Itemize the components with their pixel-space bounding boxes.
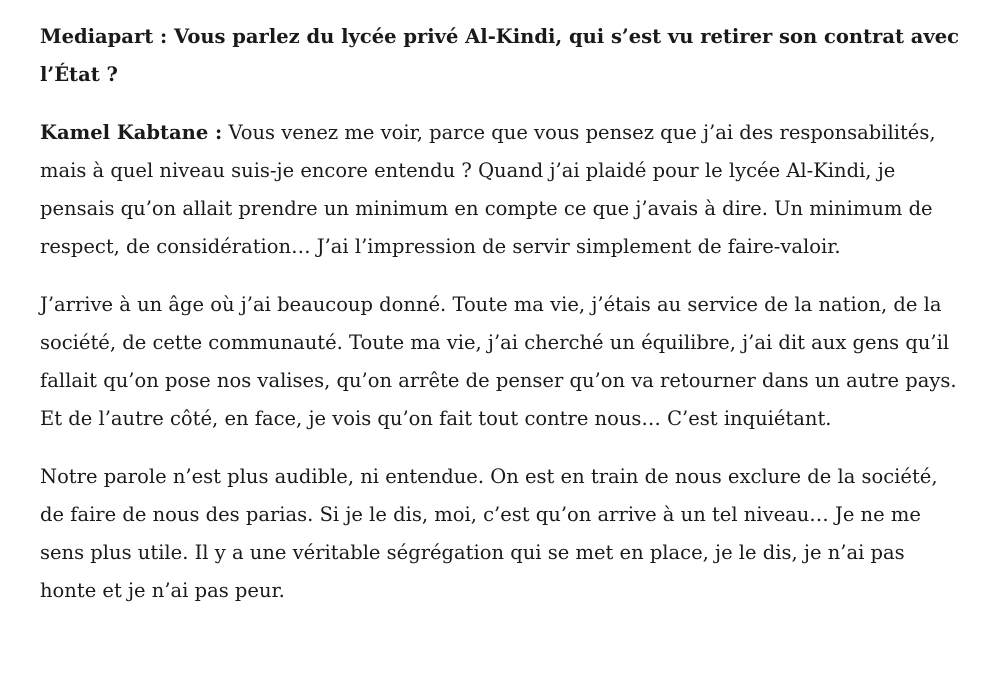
interview-answer xyxy=(40,114,960,266)
speaker-name: Kamel Kabtane : xyxy=(40,121,223,144)
article-paragraph: J’arrive à un âge où j’ai beaucoup donné. Toute ma vie, j’étais au service de la nation, de la société, de cette communauté. Toute ma vie, j’ai cherché un équilibre, j’ai dit aux gens qu’il fallait qu’on pose nos valises, qu’on arrête de penser qu’on va retourner dans un autre pays. Et de l’autre côté, en face, je vois qu’on fait tout contre nous… C’est inquiétant. xyxy=(40,293,957,430)
answer-text: Vous venez me voir, parce que vous pensez que j’ai des responsabilités, mais à quel niveau suis-je encore entendu ? Quand j’ai plaidé pour le lycée Al-Kindi, je pensais qu’on allait prendre un minimum en compte ce que j’avais à dire. Un minimum de respect, de considération… J’ai l’impression de servir simplement de faire-valoir. xyxy=(40,121,936,258)
article-body xyxy=(40,18,960,630)
article-paragraph: Notre parole n’est plus audible, ni entendue. On est en train de nous exclure de la société, de faire de nous des parias. Si je le dis, moi, c’est qu’on arrive à un tel niveau… Je ne me sens plus utile. Il y a une véritable ségrégation qui se met en place, je le dis, je n’ai pas honte et je n’ai pas peur. xyxy=(40,465,938,602)
interview-question: Mediapart : Vous parlez du lycée privé Al-Kindi, qui s’est vu retirer son contrat avec l’État ? xyxy=(40,25,960,86)
